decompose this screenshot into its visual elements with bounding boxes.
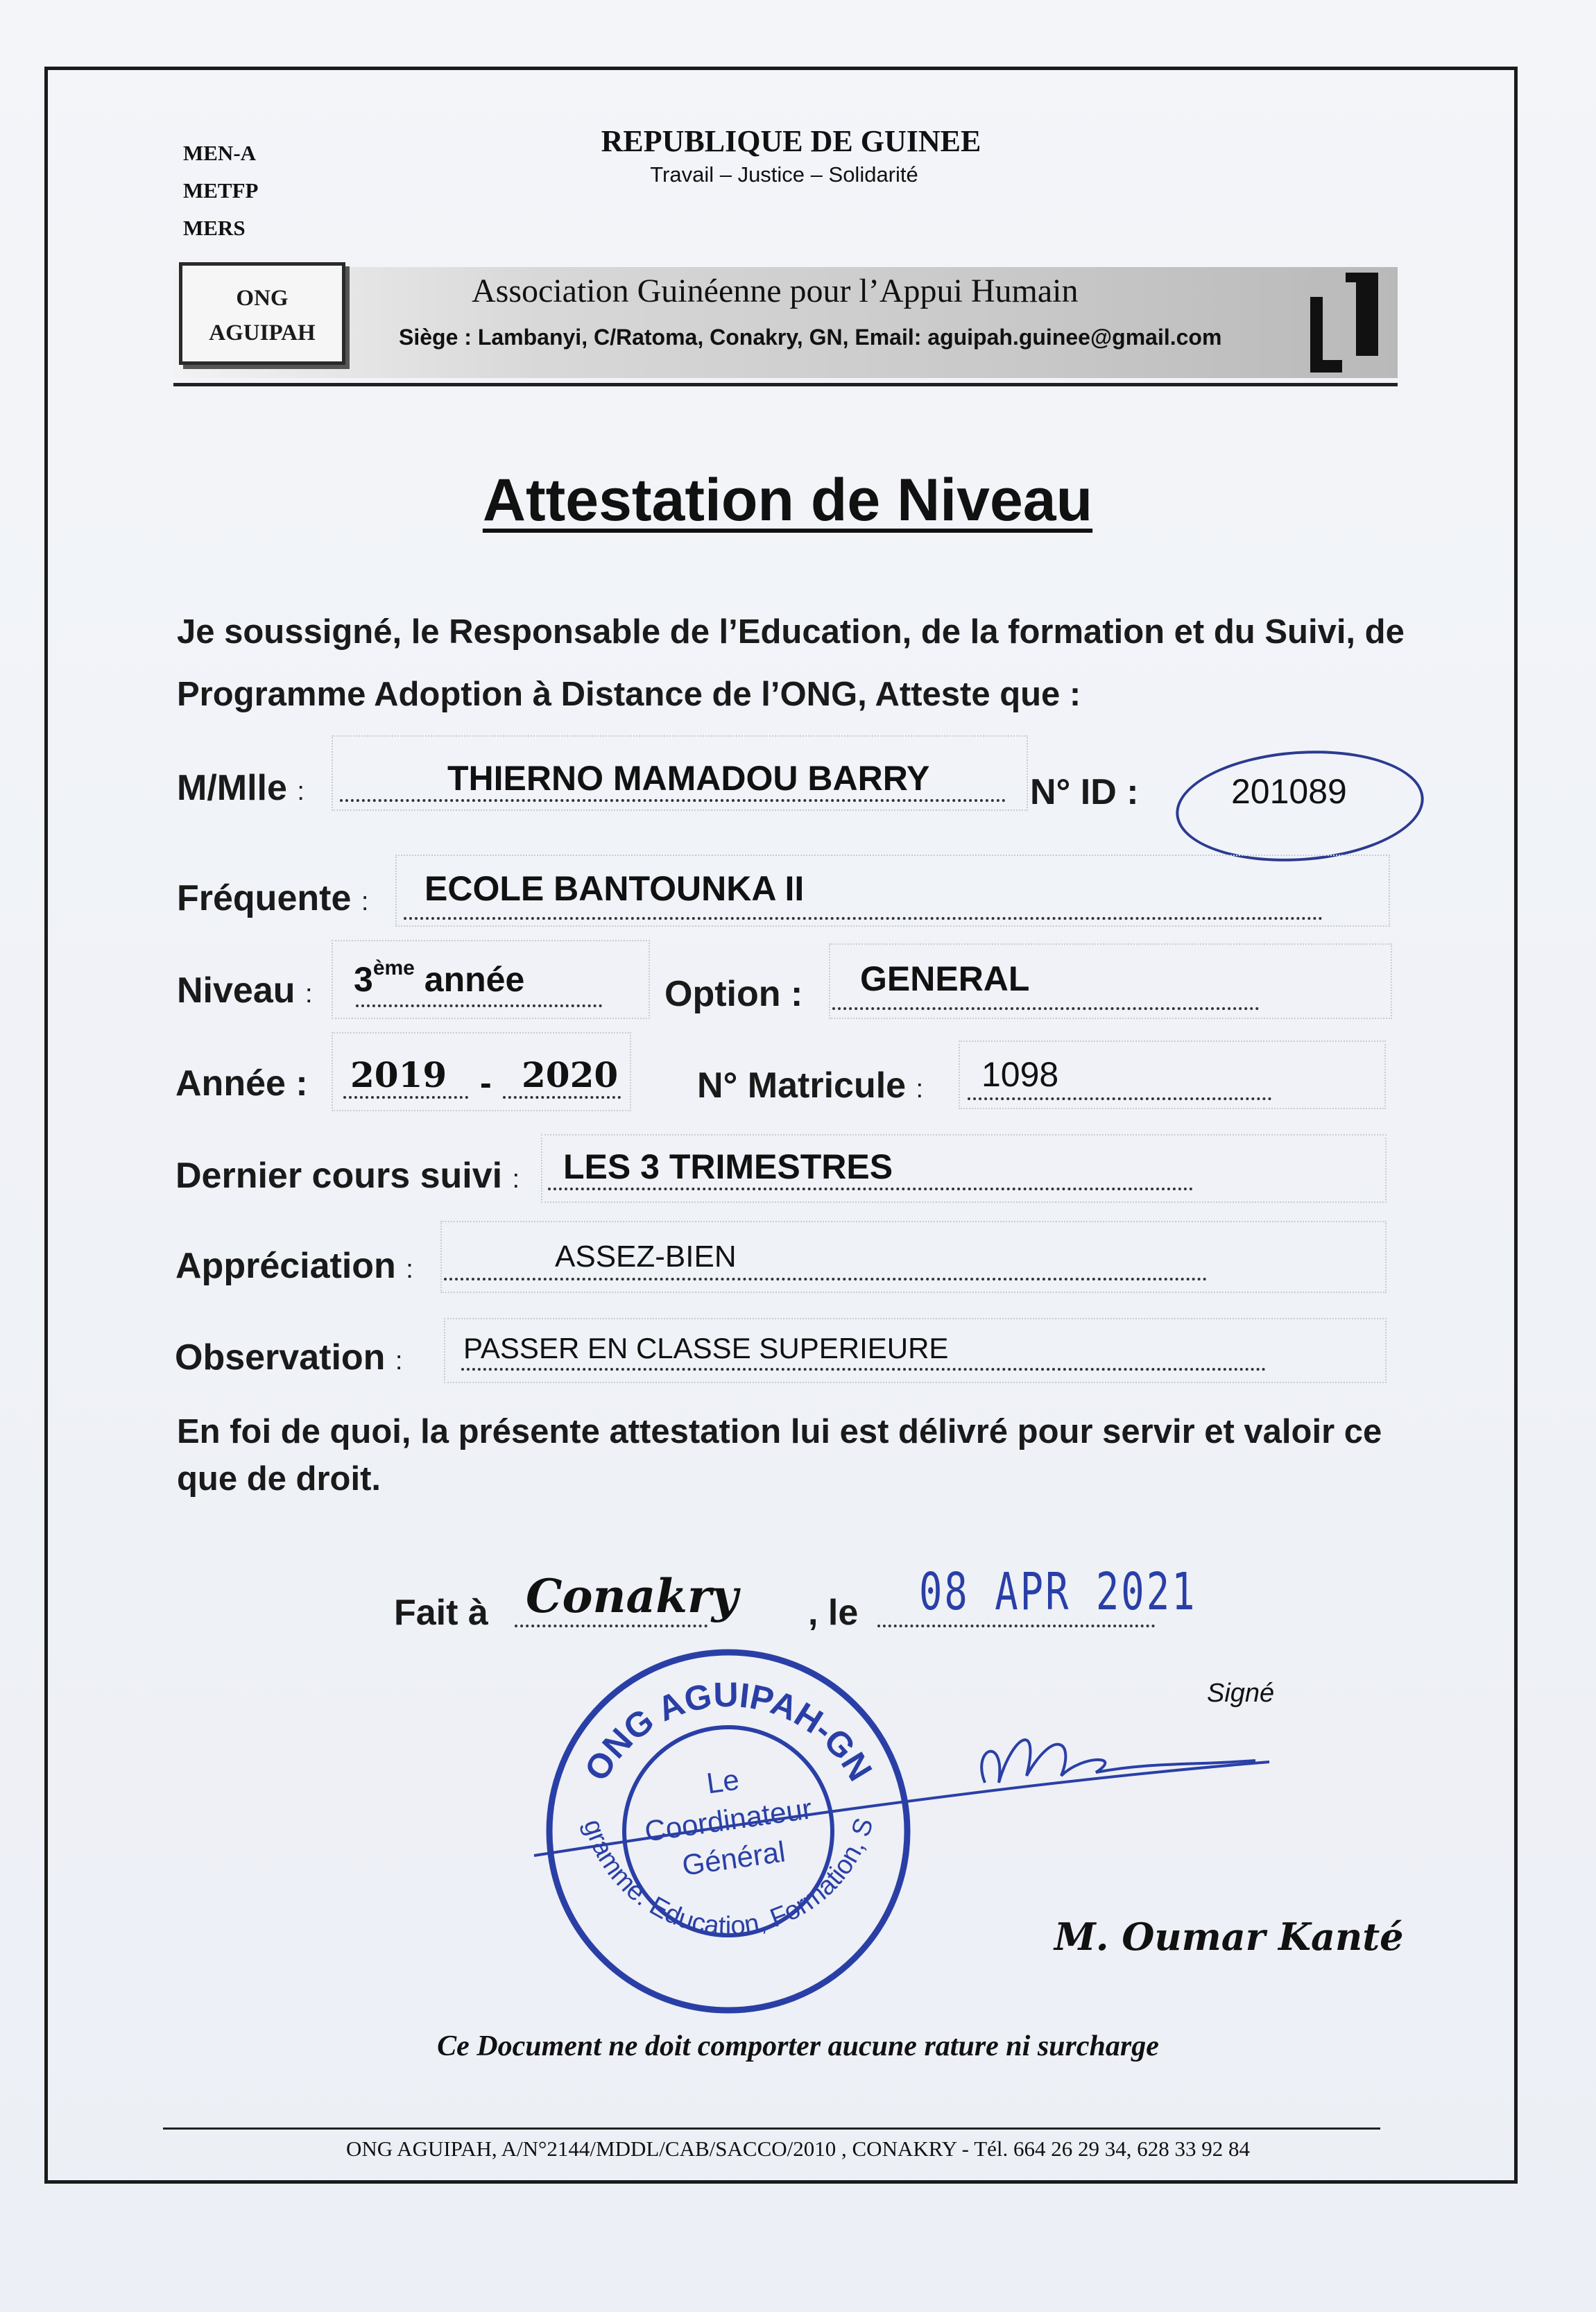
id-value: 201089 bbox=[1231, 772, 1347, 811]
date-dotted-line bbox=[877, 1625, 1155, 1627]
ministry-1: MEN-A bbox=[183, 141, 257, 165]
stamp-center-line-3: Général bbox=[680, 1835, 787, 1882]
ministry-3: MERS bbox=[183, 216, 246, 240]
appreciation-value: ASSEZ-BIEN bbox=[555, 1240, 737, 1274]
place-value: Conakry bbox=[526, 1569, 739, 1623]
footer-text: ONG AGUIPAH, A/N°2144/MDDL/CAB/SACCO/2010 , CONAKRY - Tél. 664 26 29 34, 628 33 92 84 bbox=[345, 2137, 1250, 2161]
place-dotted-line bbox=[515, 1625, 707, 1627]
stamp-ring-top-text: ONG AGUIPAH-GN bbox=[576, 1675, 880, 1788]
year-end-dotted-line bbox=[503, 1096, 621, 1099]
appreciation-label: Appréciation : bbox=[175, 1246, 413, 1286]
stamp-center-line-1: Le bbox=[704, 1763, 741, 1800]
year-end-value: 2020 bbox=[522, 1054, 619, 1095]
ong-logo-box bbox=[179, 262, 345, 365]
last-course-value: LES 3 TRIMESTRES bbox=[563, 1147, 893, 1186]
bracket-logo-icon bbox=[1304, 269, 1384, 373]
matricule-value: 1098 bbox=[981, 1055, 1059, 1094]
level-label: Niveau : bbox=[177, 970, 313, 1011]
option-value: GENERAL bbox=[860, 959, 1030, 998]
association-address: Siège : Lambanyi, C/Ratoma, Conakry, GN, Email: aguipah.guinee@gmail.com bbox=[399, 325, 1222, 350]
page-title: Attestation de Niveau bbox=[482, 467, 1093, 533]
name-value: THIERNO MAMADOU BARRY bbox=[447, 759, 930, 798]
year-label: Année : bbox=[175, 1063, 308, 1104]
signed-label: Signé bbox=[1207, 1679, 1275, 1708]
matricule-label: N° Matricule : bbox=[697, 1065, 924, 1106]
option-dotted-line bbox=[832, 1007, 1259, 1010]
ministry-2: METFP bbox=[183, 178, 259, 203]
last-course-label: Dernier cours suivi : bbox=[175, 1156, 520, 1196]
logo-line-1: ONG bbox=[236, 286, 289, 311]
option-label: Option : bbox=[664, 974, 803, 1014]
year-start-value: 2019 bbox=[350, 1054, 447, 1095]
signature-scribble-icon bbox=[527, 1706, 1276, 1866]
matricule-dotted-line bbox=[968, 1097, 1271, 1100]
footer-rule bbox=[163, 2127, 1380, 2130]
stamp-center-line-2: Coordinateur bbox=[642, 1792, 814, 1848]
year-start-dotted-line bbox=[343, 1096, 468, 1099]
logo-line-2: AGUIPAH bbox=[209, 320, 316, 345]
date-stamp-value: 08 APR 2021 bbox=[919, 1562, 1197, 1622]
school-label: Fréquente : bbox=[177, 878, 369, 918]
observation-value: PASSER EN CLASSE SUPERIEURE bbox=[463, 1332, 949, 1364]
signatory-name: M. Oumar Kanté bbox=[1054, 1915, 1404, 1959]
name-label: M/Mlle : bbox=[177, 768, 304, 808]
document-note: Ce Document ne doit comporter aucune rature ni surcharge bbox=[437, 2030, 1159, 2062]
level-superscript: ème bbox=[372, 957, 415, 980]
level-value: 3ème année bbox=[354, 957, 525, 999]
intro-paragraph: Je soussigné, le Responsable de l’Education, de la formation et du Suivi, de Programme Adoption à Distance de l’ONG, Atteste que : bbox=[177, 613, 1405, 713]
place-label: Fait à bbox=[394, 1593, 488, 1633]
observation-dotted-line bbox=[461, 1368, 1266, 1371]
closing-paragraph: En foi de quoi, la présente attestation lui est délivré pour servir et valoir ce que de droit. bbox=[177, 1413, 1382, 1498]
motto: Travail – Justice – Solidarité bbox=[650, 162, 918, 187]
name-dotted-line bbox=[340, 799, 1006, 802]
school-value: ECOLE BANTOUNKA II bbox=[424, 869, 805, 908]
year-separator: - bbox=[480, 1063, 492, 1102]
association-name: Association Guinéenne pour l’Appui Humain bbox=[472, 273, 1079, 309]
id-label: N° ID : bbox=[1030, 772, 1139, 812]
appreciation-dotted-line bbox=[444, 1278, 1207, 1281]
header-rule bbox=[173, 383, 1398, 386]
stamp-ring-bottom-text: gramme. Education, Formation, S bbox=[578, 1815, 879, 1942]
observation-label: Observation : bbox=[175, 1337, 403, 1378]
level-dotted-line bbox=[356, 1004, 602, 1007]
republic-heading: REPUBLIQUE DE GUINEE bbox=[601, 124, 981, 158]
last-course-dotted-line bbox=[548, 1188, 1193, 1190]
date-label: , le bbox=[808, 1593, 859, 1633]
school-dotted-line bbox=[404, 917, 1323, 920]
